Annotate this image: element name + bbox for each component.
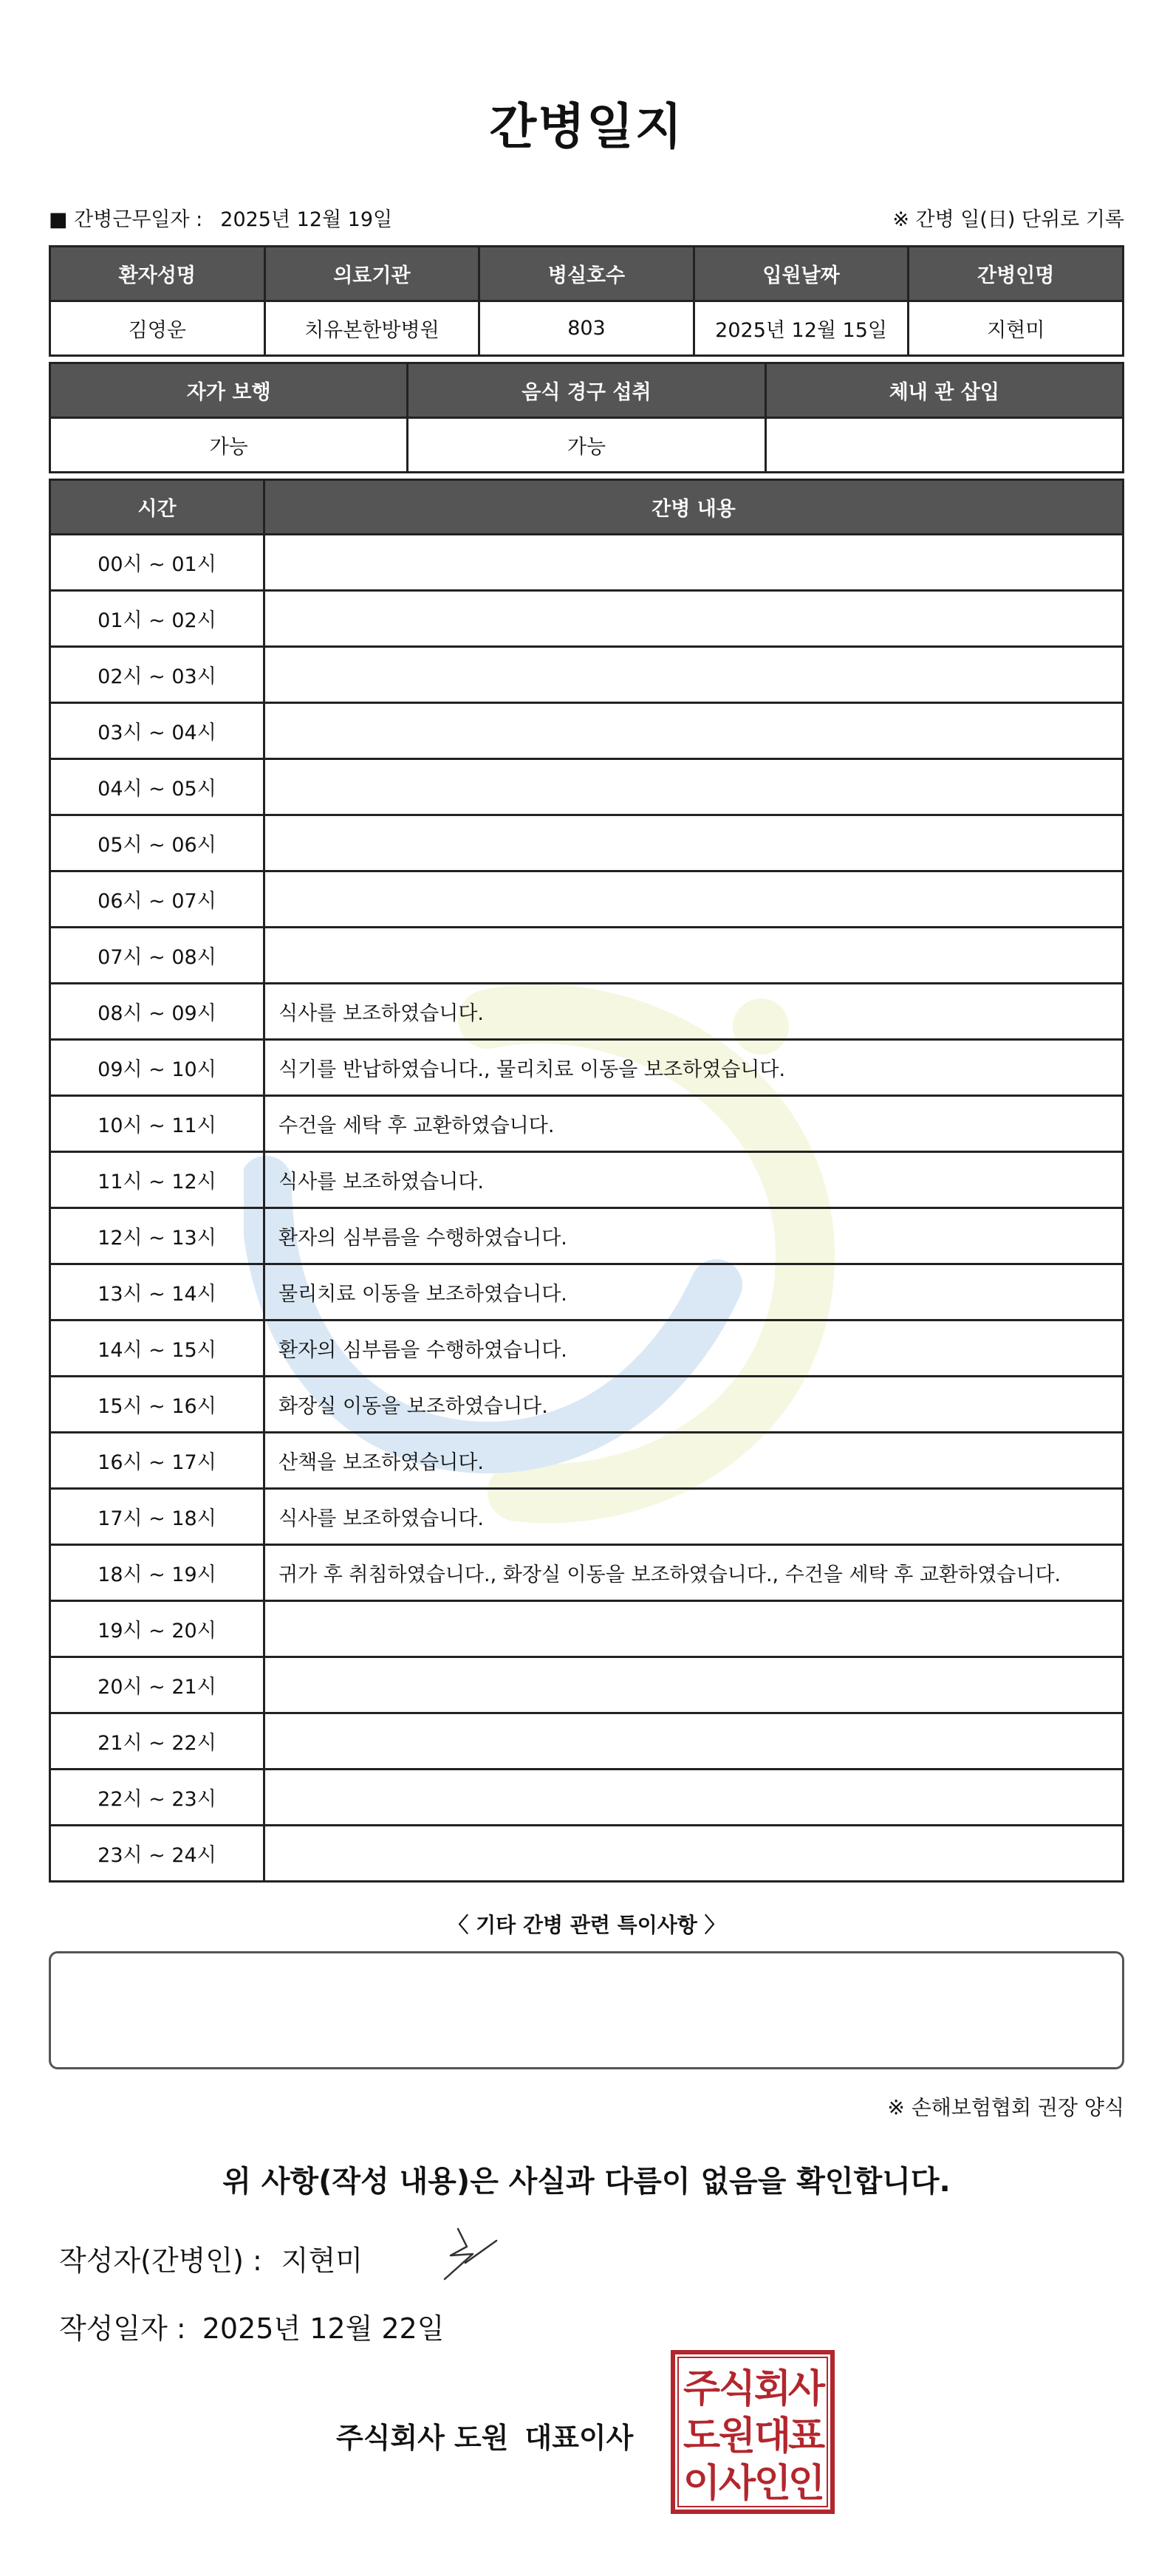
time-cell: 21시 ~ 22시 bbox=[50, 1713, 264, 1770]
time-cell: 04시 ~ 05시 bbox=[50, 759, 264, 815]
table-row bbox=[50, 815, 1124, 871]
table-row bbox=[50, 1264, 1124, 1320]
written-date-line bbox=[59, 2306, 444, 2346]
writer-line bbox=[59, 2238, 363, 2278]
time-cell: 08시 ~ 09시 bbox=[50, 984, 264, 1040]
svg-text:인: 인 bbox=[787, 2462, 826, 2506]
time-cell: 12시 ~ 13시 bbox=[50, 1208, 264, 1264]
time-cell: 10시 ~ 11시 bbox=[50, 1096, 264, 1152]
table-row bbox=[50, 647, 1124, 703]
header-room: 병실호수 bbox=[479, 247, 694, 301]
content-cell bbox=[264, 591, 1124, 647]
special-notes-box bbox=[49, 1951, 1124, 2069]
table-row bbox=[50, 1152, 1124, 1208]
content-cell bbox=[264, 1657, 1124, 1713]
content-cell bbox=[264, 1601, 1124, 1657]
admission-date: 2025년 12월 15일 bbox=[694, 301, 909, 356]
content-cell: 수건을 세탁 후 교환하였습니다. bbox=[264, 1096, 1124, 1152]
content-cell bbox=[264, 871, 1124, 928]
time-cell: 00시 ~ 01시 bbox=[50, 535, 264, 591]
time-cell: 17시 ~ 18시 bbox=[50, 1489, 264, 1545]
table-row bbox=[50, 1096, 1124, 1152]
time-cell: 06시 ~ 07시 bbox=[50, 871, 264, 928]
content-cell: 식사를 보조하였습니다. bbox=[264, 1489, 1124, 1545]
content-cell bbox=[264, 1826, 1124, 1882]
table-row bbox=[50, 1545, 1124, 1601]
table-row bbox=[50, 1377, 1124, 1433]
signature-icon bbox=[428, 2224, 502, 2284]
table-row bbox=[50, 591, 1124, 647]
svg-text:사: 사 bbox=[787, 2367, 826, 2411]
content-cell: 귀가 후 취침하였습니다., 화장실 이동을 보조하였습니다., 수건을 세탁 후 교환하였습니다. bbox=[264, 1545, 1124, 1601]
writer-name: 지현미 bbox=[281, 2244, 363, 2277]
svg-text:원: 원 bbox=[718, 2414, 756, 2459]
content-cell bbox=[264, 928, 1124, 984]
time-cell: 15시 ~ 16시 bbox=[50, 1377, 264, 1433]
hospital-name: 치유본한방병원 bbox=[264, 301, 479, 356]
time-cell: 22시 ~ 23시 bbox=[50, 1770, 264, 1826]
table-row bbox=[50, 871, 1124, 928]
writer-label: 작성자(간병인) : bbox=[59, 2244, 262, 2277]
patient-info-table bbox=[49, 245, 1124, 357]
time-cell: 23시 ~ 24시 bbox=[50, 1826, 264, 1882]
content-cell: 식기를 반납하였습니다., 물리치료 이동을 보조하였습니다. bbox=[264, 1040, 1124, 1096]
table-row bbox=[50, 1826, 1124, 1882]
patient-name: 김영운 bbox=[50, 301, 265, 356]
time-cell: 19시 ~ 20시 bbox=[50, 1601, 264, 1657]
header-walking: 자가 보행 bbox=[50, 363, 408, 418]
time-cell: 18시 ~ 19시 bbox=[50, 1545, 264, 1601]
content-cell bbox=[264, 1770, 1124, 1826]
table-row bbox=[50, 703, 1124, 759]
table-row bbox=[50, 1489, 1124, 1545]
svg-text:인: 인 bbox=[753, 2462, 792, 2506]
walking-value: 가능 bbox=[50, 418, 408, 473]
table-row bbox=[50, 535, 1124, 591]
content-cell bbox=[264, 759, 1124, 815]
table-row bbox=[50, 1320, 1124, 1377]
header-patient-name: 환자성명 bbox=[50, 247, 265, 301]
unit-note: ※ 간병 일(日) 단위로 기록 bbox=[892, 208, 1124, 231]
written-date-label: 작성일자 : bbox=[59, 2312, 186, 2345]
table-row bbox=[50, 1657, 1124, 1713]
table-row bbox=[50, 928, 1124, 984]
content-cell: 물리치료 이동을 보조하였습니다. bbox=[264, 1264, 1124, 1320]
table-row bbox=[50, 1601, 1124, 1657]
company-line bbox=[336, 2415, 633, 2456]
svg-text:회: 회 bbox=[753, 2367, 792, 2411]
tube-value bbox=[765, 418, 1123, 473]
header-oral-intake: 음식 경구 섭취 bbox=[408, 363, 765, 418]
caregiver-name: 지현미 bbox=[909, 301, 1124, 356]
time-cell: 11시 ~ 12시 bbox=[50, 1152, 264, 1208]
time-cell: 13시 ~ 14시 bbox=[50, 1264, 264, 1320]
table-row bbox=[50, 1433, 1124, 1489]
content-cell: 식사를 보조하였습니다. bbox=[264, 1152, 1124, 1208]
header-tube: 체내 관 삽입 bbox=[765, 363, 1123, 418]
content-cell bbox=[264, 703, 1124, 759]
table-row bbox=[50, 759, 1124, 815]
svg-text:식: 식 bbox=[718, 2367, 756, 2411]
form-note: ※ 손해보험협회 권장 양식 bbox=[887, 2095, 1124, 2120]
content-cell: 화장실 이동을 보조하였습니다. bbox=[264, 1377, 1124, 1433]
room-number: 803 bbox=[479, 301, 694, 356]
work-date bbox=[49, 203, 400, 232]
content-cell: 환자의 심부름을 수행하였습니다. bbox=[264, 1320, 1124, 1377]
time-cell: 01시 ~ 02시 bbox=[50, 591, 264, 647]
time-cell: 05시 ~ 06시 bbox=[50, 815, 264, 871]
svg-text:주: 주 bbox=[683, 2367, 721, 2411]
confirmation-statement: 위 사항(작성 내용)은 사실과 다름이 없음을 확인합니다. bbox=[222, 2165, 951, 2199]
content-cell: 환자의 심부름을 수행하였습니다. bbox=[264, 1208, 1124, 1264]
header-admission-date: 입원날짜 bbox=[694, 247, 909, 301]
care-log-table bbox=[49, 479, 1124, 1883]
oral-intake-value: 가능 bbox=[408, 418, 765, 473]
header-time: 시간 bbox=[50, 480, 264, 535]
table-row bbox=[50, 1770, 1124, 1826]
time-cell: 16시 ~ 17시 bbox=[50, 1433, 264, 1489]
time-cell: 14시 ~ 15시 bbox=[50, 1320, 264, 1377]
content-cell bbox=[264, 647, 1124, 703]
written-date-value: 2025년 12월 22일 bbox=[202, 2312, 445, 2345]
table-row bbox=[50, 1040, 1124, 1096]
content-cell bbox=[264, 535, 1124, 591]
content-cell: 산책을 보조하였습니다. bbox=[264, 1433, 1124, 1489]
content-cell bbox=[264, 815, 1124, 871]
time-cell: 02시 ~ 03시 bbox=[50, 647, 264, 703]
header-care-content: 간병 내용 bbox=[264, 480, 1124, 535]
special-notes-title: 〈 기타 간병 관련 특이사항 〉 bbox=[448, 1913, 725, 1937]
svg-text:도: 도 bbox=[683, 2414, 721, 2459]
svg-text:이: 이 bbox=[683, 2462, 721, 2506]
content-cell: 식사를 보조하였습니다. bbox=[264, 984, 1124, 1040]
table-row bbox=[50, 1208, 1124, 1264]
time-cell: 09시 ~ 10시 bbox=[50, 1040, 264, 1096]
svg-text:표: 표 bbox=[787, 2414, 826, 2459]
header-caregiver: 간병인명 bbox=[909, 247, 1124, 301]
page-title: 간병일지 bbox=[489, 98, 684, 155]
content-cell bbox=[264, 1713, 1124, 1770]
time-cell: 03시 ~ 04시 bbox=[50, 703, 264, 759]
header-hospital: 의료기관 bbox=[264, 247, 479, 301]
time-cell: 20시 ~ 21시 bbox=[50, 1657, 264, 1713]
company-seal-icon bbox=[671, 2350, 835, 2514]
svg-text:사: 사 bbox=[718, 2462, 756, 2506]
svg-text:대: 대 bbox=[753, 2414, 792, 2459]
meta-row bbox=[49, 201, 1124, 233]
company-name: 주식회사 도원 bbox=[336, 2422, 509, 2454]
work-date-value: 2025년 12월 19일 bbox=[220, 208, 393, 231]
ceo-title: 대표이사 bbox=[524, 2422, 634, 2454]
time-cell: 07시 ~ 08시 bbox=[50, 928, 264, 984]
table-row bbox=[50, 1713, 1124, 1770]
table-row bbox=[50, 984, 1124, 1040]
status-info-table bbox=[49, 362, 1124, 473]
work-date-label: ■ 간병근무일자 : bbox=[49, 208, 203, 231]
